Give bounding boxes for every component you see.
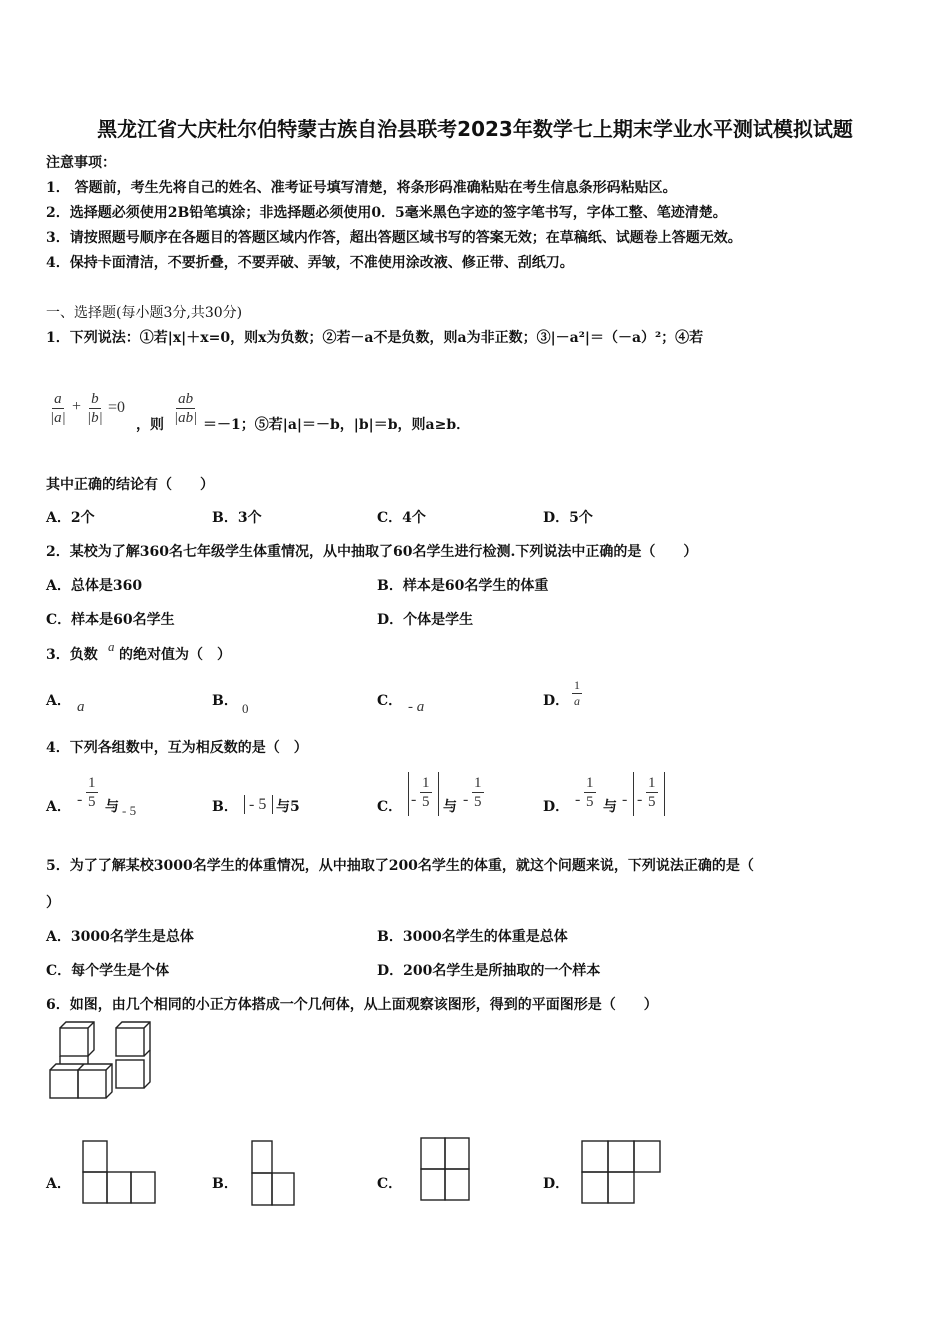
q4-b-expr: - 5 xyxy=(249,796,267,813)
notice-item: 1． 答题前，考生先将自己的姓名、准考证号填写清楚，将条形码准确粘贴在考生信息条形码粘贴区。 xyxy=(46,180,677,196)
minus-sign: - xyxy=(622,791,628,808)
minus-sign: - xyxy=(77,791,83,808)
then-text: ，则 xyxy=(136,417,164,433)
q4-b-tail: 与5 xyxy=(276,799,300,815)
q1-fraction-b: $\frac{b}{|b|}$ xyxy=(87,391,103,426)
with-text: 与 xyxy=(603,799,617,815)
notice-item: 4．保持卡面清洁，不要折叠，不要弄破、弄皱，不准使用涂改液、修正带、刮纸刀。 xyxy=(46,255,574,271)
with-text: 与 xyxy=(105,799,119,815)
q3-text-a: 3．负数 xyxy=(46,647,98,663)
q3-answer-a: a xyxy=(77,699,85,715)
q5-option-a[interactable]: A．3000名学生是总体 xyxy=(46,929,194,945)
q1-question: 其中正确的结论有（ ） xyxy=(46,477,214,493)
notice-heading: 注意事项： xyxy=(46,155,116,171)
q6-label-d[interactable]: D． xyxy=(543,1176,570,1192)
q5-option-b[interactable]: B．3000名学生的体重是总体 xyxy=(377,929,568,945)
q3-answer-d: $\frac{1}{a}$ xyxy=(574,678,580,708)
q1-option-d[interactable]: D．5个 xyxy=(543,510,593,526)
q4-a-fraction: $\frac{1}{5}$ xyxy=(88,775,96,810)
q3-variable: a xyxy=(108,639,115,654)
notice-item: 3．请按照题号顺序在各题目的答题区域内作答，超出答题区域书写的答案无效；在草稿纸、试题卷上答题无效。 xyxy=(46,230,742,246)
q4-c-fraction: $\frac{1}{5}$ xyxy=(422,775,430,810)
minus-sign: - xyxy=(463,791,469,808)
q1-option-a[interactable]: A．2个 xyxy=(46,510,95,526)
q5-line1: 5．为了了解某校3000名学生的体重情况，从中抽取了200名学生的体重，就这个问题来说，下列说法正确的是（ xyxy=(46,858,754,874)
q1-line1: 1．下列说法：①若|x|＋x=0，则x为负数；②若－a不是负数，则a为非正数；③|－a²|＝（－a）²；④若 xyxy=(46,330,704,346)
q6-label-c[interactable]: C． xyxy=(377,1176,403,1192)
abs-bar xyxy=(438,772,439,816)
q3-label-a[interactable]: A． xyxy=(46,693,71,709)
abs-bar xyxy=(664,772,665,816)
q3-answer-b: 0 xyxy=(242,701,249,716)
cube-solid-figure xyxy=(48,1024,158,1104)
q6-label-b[interactable]: B． xyxy=(212,1176,238,1192)
q4-d-fraction-2: $\frac{1}{5}$ xyxy=(648,775,656,810)
section-heading: 一、选择题(每小题3分,共30分) xyxy=(46,305,243,321)
q5-option-d[interactable]: D．200名学生是所抽取的一个样本 xyxy=(377,963,601,979)
q4-label-b[interactable]: B． xyxy=(212,799,238,815)
q2-option-d[interactable]: D．个体是学生 xyxy=(377,612,474,628)
q3-label-c[interactable]: C． xyxy=(377,693,403,709)
q2-text: 2．某校为了解360名七年级学生体重情况，从中抽取了60名学生进行检测.下列说法中正确的是（ ） xyxy=(46,544,698,560)
q6-option-c-grid[interactable] xyxy=(420,1137,472,1203)
q1-fraction-ab: $\frac{ab}{|ab|}$ xyxy=(174,391,198,426)
q1-fraction-a: $\frac{a}{|a|}$ xyxy=(50,391,66,426)
abs-bar xyxy=(633,772,634,816)
q4-label-a[interactable]: A． xyxy=(46,799,71,815)
equals-zero: =0 xyxy=(108,399,126,416)
q4-label-c[interactable]: C． xyxy=(377,799,403,815)
q3-answer-c: - a xyxy=(408,699,425,715)
minus-sign: - xyxy=(411,791,417,808)
q2-option-a[interactable]: A．总体是360 xyxy=(46,578,143,594)
q1-option-c[interactable]: C．4个 xyxy=(377,510,426,526)
with-text: 与 xyxy=(443,799,457,815)
q3-text-b: 的绝对值为（ ） xyxy=(119,647,231,663)
q3-label-d[interactable]: D． xyxy=(543,693,570,709)
minus-sign: - xyxy=(637,791,643,808)
notice-item: 2．选择题必须使用2B铅笔填涂；非选择题必须使用0．5毫米黑色字迹的签字笔书写，字体工整、笔迹清楚。 xyxy=(46,205,727,221)
abs-bar xyxy=(408,772,409,816)
q6-text: 6．如图，由几个相同的小正方体搭成一个几何体，从上面观察该图形，得到的平面图形是（ ） xyxy=(46,997,658,1013)
q6-option-d-grid[interactable] xyxy=(581,1140,663,1206)
q2-option-b[interactable]: B．样本是60名学生的体重 xyxy=(377,578,549,594)
minus-sign: - xyxy=(575,791,581,808)
abs-bar xyxy=(244,795,245,814)
q4-a-tail: - 5 xyxy=(122,803,137,818)
q6-label-a[interactable]: A． xyxy=(46,1176,71,1192)
q4-d-fraction: $\frac{1}{5}$ xyxy=(586,775,594,810)
q2-option-c[interactable]: C．样本是60名学生 xyxy=(46,612,175,628)
q5-option-c[interactable]: C．每个学生是个体 xyxy=(46,963,170,979)
plus-sign: + xyxy=(72,398,82,415)
q1-option-b[interactable]: B．3个 xyxy=(212,510,262,526)
q1-line2-tail: ＝－1；⑤若|a|＝－b，|b|＝b，则a≥b． xyxy=(203,417,471,433)
abs-bar xyxy=(272,795,273,814)
q6-option-a-grid[interactable] xyxy=(82,1140,158,1204)
page-title: 黑龙江省大庆杜尔伯特蒙古族自治县联考2023年数学七上期末学业水平测试模拟试题 xyxy=(97,117,853,141)
q4-c-fraction-2: $\frac{1}{5}$ xyxy=(474,775,482,810)
q5-line2: ） xyxy=(46,895,60,911)
q4-label-d[interactable]: D． xyxy=(543,799,570,815)
q6-option-b-grid[interactable] xyxy=(251,1140,299,1206)
q3-label-b[interactable]: B． xyxy=(212,693,238,709)
q4-text: 4．下列各组数中，互为相反数的是（ ） xyxy=(46,740,308,756)
